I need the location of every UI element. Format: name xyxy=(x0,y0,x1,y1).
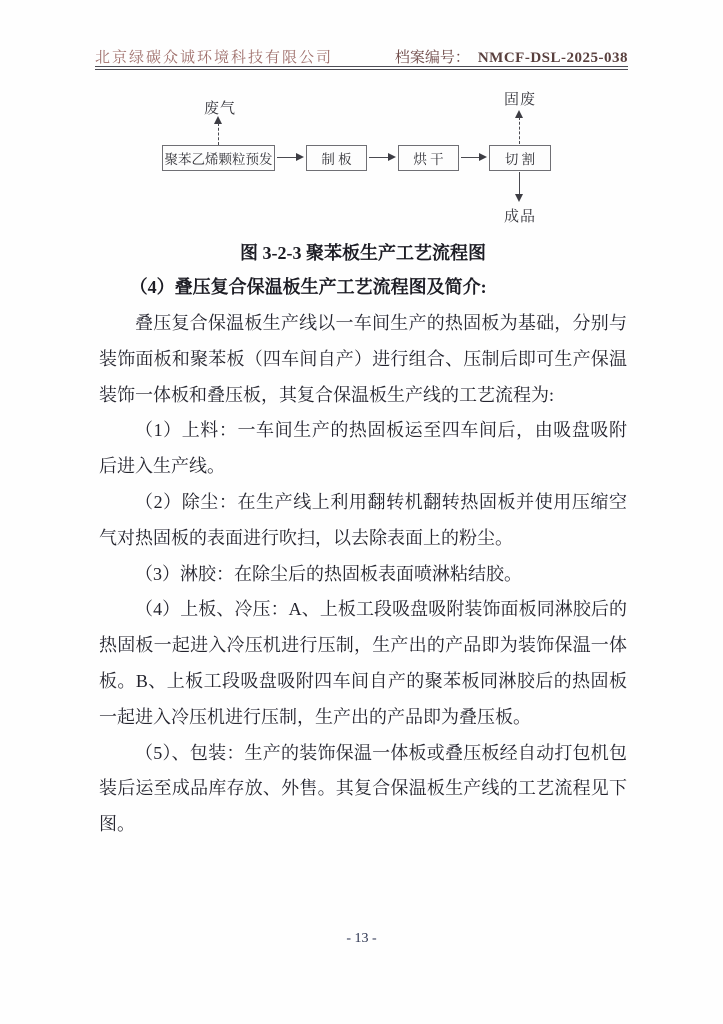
paragraph-step2: （2）除尘：在生产线上利用翻转机翻转热固板并使用压缩空气对热固板的表面进行吹扫，以去除表面上的粉尘。 xyxy=(99,491,627,548)
arrow-right-head xyxy=(479,153,487,161)
arrow-line xyxy=(519,172,520,195)
arrow-line xyxy=(369,157,389,158)
process-box-board-making: 制 板 xyxy=(306,145,367,171)
arrow-right-head xyxy=(388,153,396,161)
process-box-pre-expansion: 聚苯乙烯颗粒预发 xyxy=(162,145,275,171)
arrow-line xyxy=(277,157,297,158)
body-text xyxy=(99,306,627,843)
dashed-arrow-line xyxy=(519,117,520,144)
archive-label: 档案编号： xyxy=(394,50,470,66)
arrow-right-head xyxy=(296,153,304,161)
process-box-cutting: 切 割 xyxy=(489,145,551,171)
process-flowchart xyxy=(0,0,723,235)
section-heading: （4）叠压复合保温板生产工艺流程图及简介: xyxy=(129,277,487,297)
archive-number-value: NMCF-DSL-2025-038 xyxy=(477,50,628,66)
arrow-down-head xyxy=(515,194,523,202)
paragraph-step4: （4）上板、冷压：A、上板工段吸盘吸附装饰面板同淋胶后的热固板一起进入冷压机进行压制，生产出的产品即为装饰保温一体板。B、上板工段吸盘吸附四车间自产的聚苯板同淋胶后的热固板一起进入冷压机进行压制，生产出的产品即为叠压板。 xyxy=(99,599,627,727)
paragraph-intro: 叠压复合保温板生产线以一车间生产的热固板为基础，分别与装饰面板和聚苯板（四车间自产）进行组合、压制后即可生产保温装饰一体板和叠压板，其复合保温板生产线的工艺流程为: xyxy=(99,313,627,405)
process-box-drying: 烘 干 xyxy=(398,145,459,171)
product-label: 成品 xyxy=(503,209,536,225)
arrow-line xyxy=(461,157,480,158)
header-company-name: 北京绿碳众诚环境科技有限公司 xyxy=(95,50,334,66)
waste-gas-label: 废气 xyxy=(203,101,236,117)
paragraph-step5: （5）、包装：生产的装饰保温一体板或叠压板经自动打包机包装后运至成品库存放、外售。其复合保温板生产线的工艺流程见下图。 xyxy=(99,742,627,835)
paragraph-step1: （1）上料：一车间生产的热固板运至四车间后，由吸盘吸附后进入生产线。 xyxy=(99,420,627,477)
solid-waste-label: 固废 xyxy=(503,92,536,108)
dashed-arrow-line xyxy=(218,123,219,145)
figure-caption: 图 3-2-3 聚苯板生产工艺流程图 xyxy=(240,243,486,263)
paragraph-step3: （3）淋胶：在除尘后的热固板表面喷淋粘结胶。 xyxy=(135,563,522,584)
page-number: - 13 - xyxy=(346,931,377,946)
